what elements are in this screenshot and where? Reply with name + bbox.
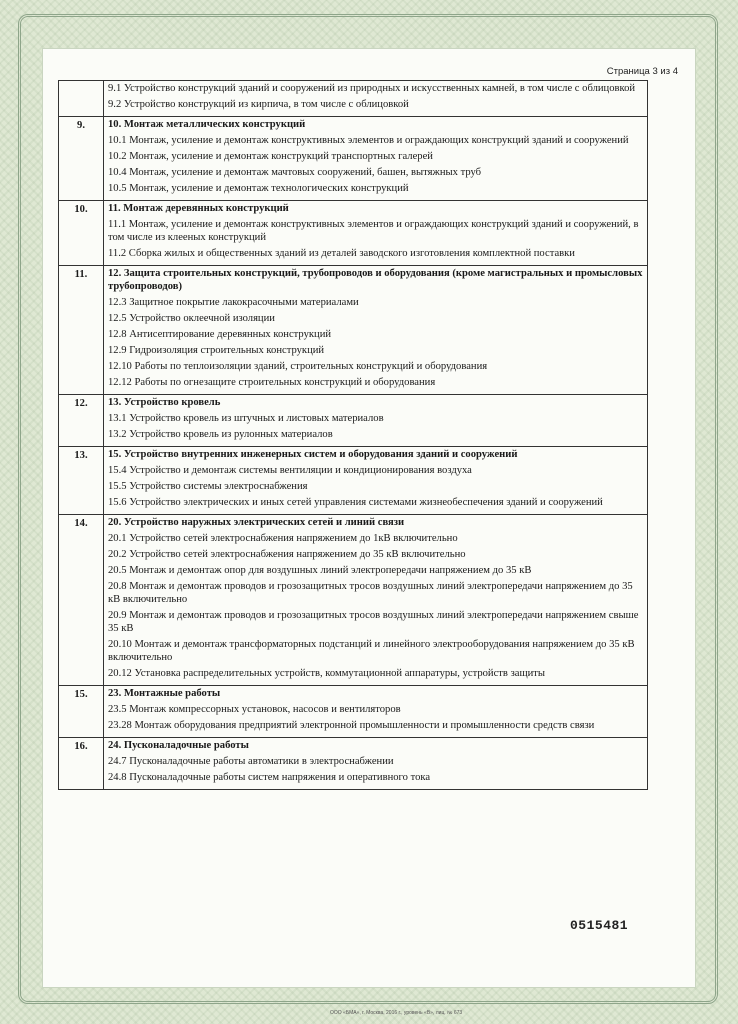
work-group-title: 13. Устройство кровель: [108, 397, 221, 408]
row-content: [104, 686, 648, 738]
work-item: 12.9 Гидроизоляция строительных конструкций: [108, 345, 325, 356]
row-content: [104, 201, 648, 266]
work-item: 12.3 Защитное покрытие лакокрасочными материалами: [108, 297, 359, 308]
row-number: [59, 81, 104, 117]
work-item: 10.1 Монтаж, усиление и демонтаж конструктивных элементов и ограждающих конструкций зданий и сооружений: [108, 135, 629, 146]
work-group-title: 20. Устройство наружных электрических сетей и линий связи: [108, 517, 405, 528]
work-item: 12.12 Работы по огнезащите строительных конструкций и оборудования: [108, 377, 436, 388]
work-item: 13.1 Устройство кровель из штучных и листовых материалов: [108, 413, 384, 424]
table-row: [59, 686, 648, 738]
table-row: [59, 201, 648, 266]
work-item: 13.2 Устройство кровель из рулонных материалов: [108, 429, 333, 440]
work-item: 12.8 Антисептирование деревянных конструкций: [108, 329, 332, 340]
work-item: 10.5 Монтаж, усиление и демонтаж технологических конструкций: [108, 183, 409, 194]
row-number: 15.: [59, 686, 104, 738]
work-group-title: 12. Защита строительных конструкций, трубопроводов и оборудования (кроме магистральных и промысловых трубопроводов): [108, 268, 643, 292]
work-item: 11.2 Сборка жилых и общественных зданий из деталей заводского изготовления комплектной поставки: [108, 248, 575, 259]
row-content: [104, 738, 648, 790]
work-item: 20.5 Монтаж и демонтаж опор для воздушных линий электропередачи напряжением до 35 кВ: [108, 565, 532, 576]
work-item: 11.1 Монтаж, усиление и демонтаж конструктивных элементов и ограждающих конструкций зданий и сооружений, в том числе из клееных конструкций: [108, 219, 639, 243]
work-item: 12.10 Работы по теплоизоляции зданий, строительных конструкций и оборудования: [108, 361, 488, 372]
work-group-title: 10. Монтаж металлических конструкций: [108, 119, 306, 130]
work-group-title: 11. Монтаж деревянных конструкций: [108, 203, 289, 214]
work-group-title: 15. Устройство внутренних инженерных систем и оборудования зданий и сооружений: [108, 449, 518, 460]
row-content: [104, 515, 648, 686]
row-number: 13.: [59, 447, 104, 515]
work-item: 15.5 Устройство системы электроснабжения: [108, 481, 308, 492]
work-item: 9.2 Устройство конструкций из кирпича, в том числе с облицовкой: [108, 99, 409, 110]
work-group-title: 24. Пусконаладочные работы: [108, 740, 249, 751]
table-row: [59, 738, 648, 790]
table-row: [59, 515, 648, 686]
row-content: [104, 81, 648, 117]
row-number: 12.: [59, 395, 104, 447]
work-item: 10.2 Монтаж, усиление и демонтаж конструкций транспортных галерей: [108, 151, 433, 162]
row-number: 9.: [59, 117, 104, 201]
row-number: 11.: [59, 266, 104, 395]
printer-footer: ООО «БМА», г. Москва, 2016 г., уровень «В», лиц. № 673: [330, 1010, 463, 1016]
row-number: 14.: [59, 515, 104, 686]
page-number: Страница 3 из 4: [606, 66, 678, 77]
work-group-title: 23. Монтажные работы: [108, 688, 221, 699]
work-item: 24.7 Пусконаладочные работы автоматики в электроснабжении: [108, 756, 394, 767]
work-item: 15.4 Устройство и демонтаж системы вентиляции и кондиционирования воздуха: [108, 465, 472, 476]
works-table: [58, 80, 648, 790]
row-content: [104, 447, 648, 515]
work-item: 20.12 Установка распределительных устройств, коммутационной аппаратуры, устройств защиты: [108, 668, 546, 679]
work-item: 20.10 Монтаж и демонтаж трансформаторных подстанций и линейного электрооборудования напряжением до 35 кВ включительно: [108, 639, 635, 663]
row-content: [104, 395, 648, 447]
table-row: [59, 81, 648, 117]
row-number: 10.: [59, 201, 104, 266]
work-item: 12.5 Устройство оклеечной изоляции: [108, 313, 275, 324]
row-content: [104, 266, 648, 395]
works-table-body: [59, 81, 648, 790]
serial-number: 0515481: [570, 918, 629, 933]
work-item: 23.28 Монтаж оборудования предприятий электронной промышленности и промышленности средств связи: [108, 720, 595, 731]
row-content: [104, 117, 648, 201]
work-item: 23.5 Монтаж компрессорных установок, насосов и вентиляторов: [108, 704, 401, 715]
work-item: 10.4 Монтаж, усиление и демонтаж мачтовых сооружений, башен, вытяжных труб: [108, 167, 482, 178]
work-item: 20.9 Монтаж и демонтаж проводов и грозозащитных тросов воздушных линий электропередачи напряжением свыше 35 кВ: [108, 610, 639, 634]
table-row: [59, 117, 648, 201]
row-number: 16.: [59, 738, 104, 790]
work-item: 20.1 Устройство сетей электроснабжения напряжением до 1кВ включительно: [108, 533, 458, 544]
work-item: 20.8 Монтаж и демонтаж проводов и грозозащитных тросов воздушных линий электропередачи напряжением до 35 кВ включительно: [108, 581, 633, 605]
work-item: 20.2 Устройство сетей электроснабжения напряжением до 35 кВ включительно: [108, 549, 466, 560]
work-item: 9.1 Устройство конструкций зданий и сооружений из природных и искусственных камней, в том числе с облицовкой: [108, 83, 636, 94]
work-item: 15.6 Устройство электрических и иных сетей управления системами жизнеобеспечения зданий и сооружений: [108, 497, 603, 508]
work-item: 24.8 Пусконаладочные работы систем напряжения и оперативного тока: [108, 772, 431, 783]
table-row: [59, 447, 648, 515]
table-row: [59, 266, 648, 395]
table-row: [59, 395, 648, 447]
